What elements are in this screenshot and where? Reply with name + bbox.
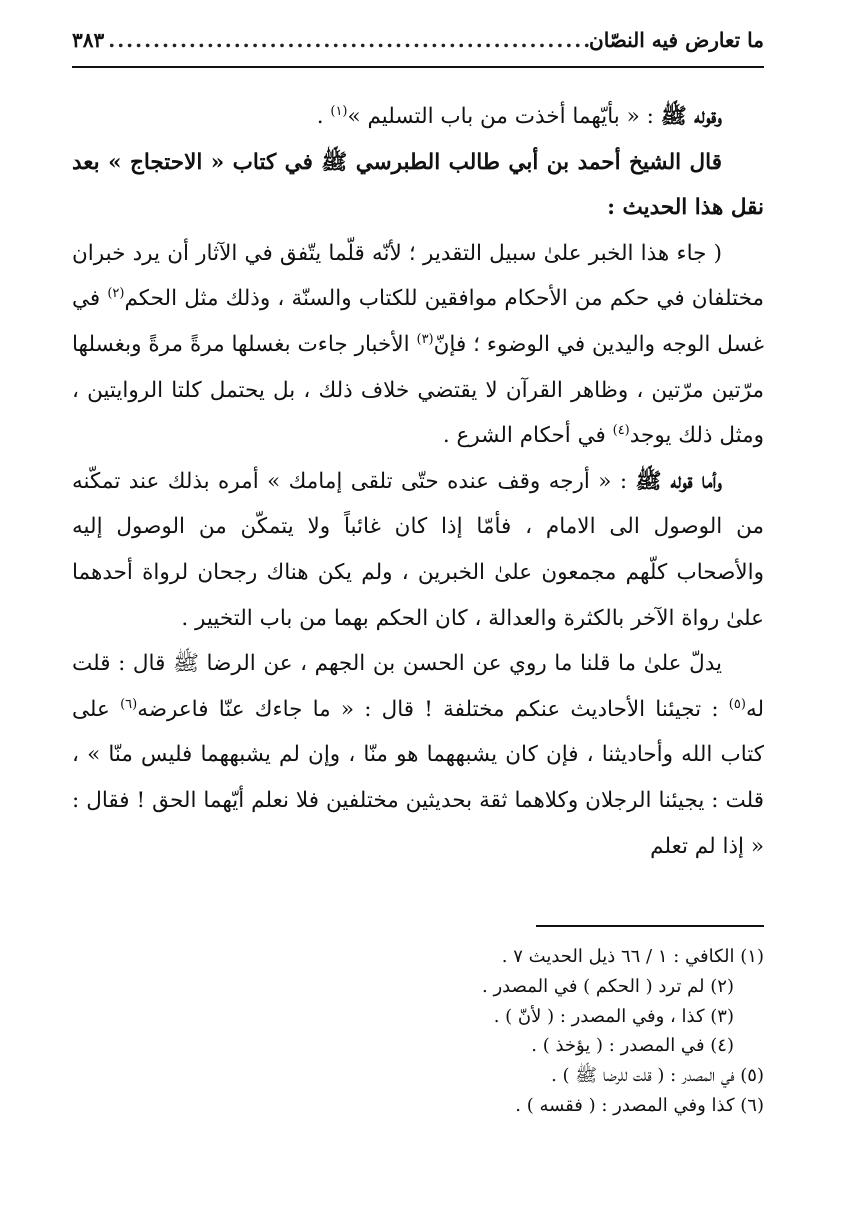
page-number: ٣٨٣	[72, 28, 105, 52]
text-segment: في أحكام الشرع .	[442, 423, 613, 449]
footnote-marker: (٦)	[120, 696, 138, 712]
text-segment: الأخبار جاءت بغسلها مرةً مرةً وبغسلها مرّتين مرّتين ، وظاهر القرآن لا يقتضي خلاف ذلك ، بل يحتمل كلتا الروايتين ، ومثل ذلك يوجد	[72, 331, 764, 449]
bold-text-segment: قال الشيخ أحمد بن أبي طالب الطبرسي ﷺ في كتاب « الاحتجاج » بعد نقل هذا الحديث :	[72, 149, 764, 221]
paragraph-2	[72, 140, 764, 231]
footnote-3: (٣) كذا ، وفي المصدر : ( لأنّ ) .	[493, 1005, 734, 1027]
header-rule	[72, 66, 764, 68]
paragraph-5	[72, 641, 764, 869]
footnote-separator	[536, 925, 764, 927]
footnotes	[72, 942, 764, 1121]
footnote-marker: (٥)	[728, 696, 746, 712]
footnote-5: (٥) في المصدر : ( قلت للرضا ﷺ ) .	[551, 1065, 764, 1087]
text-segment: : « أرجه وقف عنده حتّى تلقى إمامك » أمره بذلك عند تمكّنه من الوصول الى الامام ، فأمّا إذا كان غائباً ولا يتمكّن من الوصول إليه والأصحاب كلّهم مجمعون علىٰ الخبرين ، ولم يكن هناك رجحان لرواة أحدهما علىٰ رواة الآخر بالكثرة والعدالة ، كان الحكم بهما من باب التخيير .	[72, 468, 764, 631]
footnote-marker: (١)	[330, 103, 348, 119]
text-segment: ( جاء هذا الخبر علىٰ سبيل التقدير ؛ لأنّه قلّما يتّفق في الآثار أن يرد خبران مختلفان في حكم من الأحكام موافقين للكتاب والسنّة ، وذلك مثل الحكم	[72, 240, 764, 312]
paragraph-4	[72, 459, 764, 641]
text-segment: : تجيئنا الأحاديث عنكم مختلفة ! قال : « ما جاءك عنّا فاعرضه	[137, 696, 729, 722]
text-segment: في غسل الوجه واليدين في الوضوء ؛ فإنّ	[72, 286, 764, 357]
footnote-1: (١) الكافي : ١ / ٦٦ ذيل الحديث ٧ .	[501, 946, 764, 967]
paragraph-3	[72, 231, 764, 459]
chapter-title: ما تعارض فيه النصّان	[589, 28, 764, 52]
book-page	[72, 28, 764, 869]
text-segment: : « بأيّهما أخذت من باب التسليم »	[347, 104, 661, 129]
footnote-2: (٢) لم ترد ( الحكم ) في المصدر .	[482, 975, 734, 997]
main-text	[72, 94, 764, 869]
footnote-6: (٦) كذا وفي المصدر : ( فقسه ) .	[515, 1094, 764, 1116]
paragraph-1	[72, 94, 764, 140]
footnote-marker: (٤)	[612, 423, 630, 438]
footnote-marker: (٢)	[107, 286, 125, 302]
bold-text-segment: وقوله ﷺ	[660, 104, 722, 129]
text-segment: على كتاب الله وأحاديثنا ، فإن كان يشبههما هو منّا ، وإن لم يشبههما فليس منّا » ، قلت : يجيئنا الرجلان وكلاهما ثقة بحديثين مختلفين فلا نعلم أيّهما الحق ! فقال : « إذا لم تعلم	[72, 696, 764, 859]
text-segment: .	[316, 104, 331, 129]
footnote-4: (٤) في المصدر : ( يؤخذ ) .	[531, 1035, 734, 1057]
header-leader-dots	[104, 28, 589, 52]
bold-text-segment: وأما قوله ﷺ	[635, 468, 722, 494]
text-segment: يدلّ علىٰ ما قلنا ما روي عن الحسن بن الجهم ، عن الرضا ﷺ قال : قلت له	[72, 651, 765, 722]
footnote-marker: (٣)	[416, 331, 434, 347]
running-header	[72, 28, 764, 64]
